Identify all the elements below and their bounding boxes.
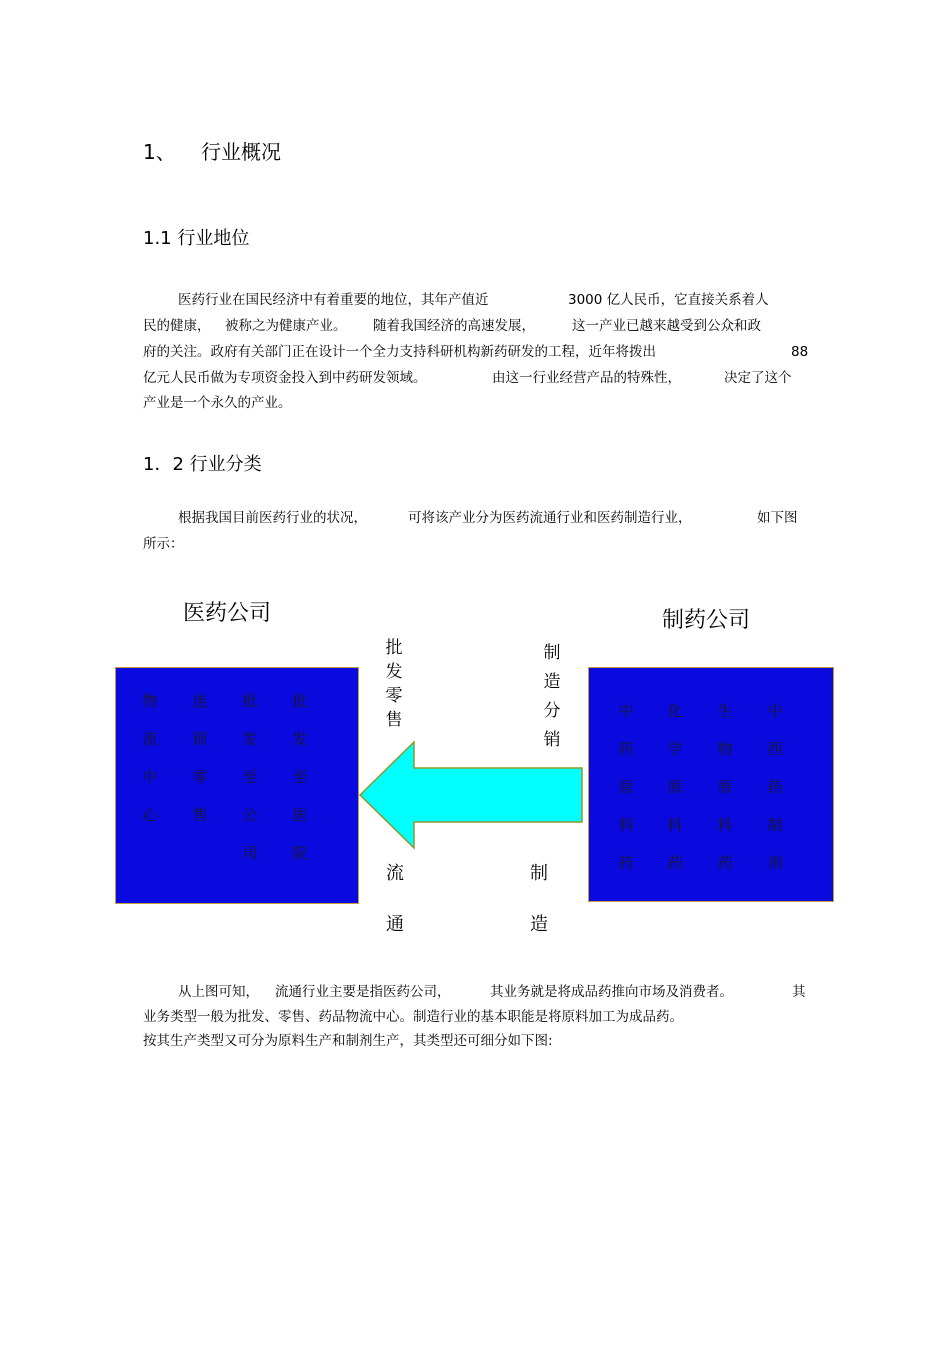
- para1-line2-a: 民的健康，: [143, 318, 211, 334]
- distribution-box: [115, 667, 359, 904]
- para1-line4-c: 决定了这个: [724, 370, 792, 386]
- para1-line4-a: 亿元人民币做为专项资金投入到中药研发领域。: [143, 370, 427, 386]
- right-col-bio-raw: 生物原料药: [717, 702, 733, 872]
- para1-line4-b: 由这一行业经营产品的特殊性，: [492, 370, 681, 386]
- para1-line1-b: 3000 亿人民币，它直接关系着人: [568, 292, 769, 308]
- flow-arrow-icon: [357, 740, 585, 850]
- right-col-preparations: 中西药制剂: [767, 702, 783, 872]
- manufacturing-label: 制造: [530, 863, 548, 935]
- para2-line1-c: 如下图: [757, 510, 798, 526]
- para1-line2-d: 这一产业已越来越受到公众和政: [572, 318, 761, 334]
- right-col-tcm-raw: 中药原料药: [618, 702, 634, 872]
- subsection-title-1-2: 1．2 行业分类: [143, 454, 262, 475]
- para1-line3-a: 府的关注。政府有关部门正在设计一个全力支持科研机构新药研发的工程，近年将拨出: [143, 344, 656, 360]
- para1-line5: 产业是一个永久的产业。: [143, 395, 292, 411]
- left-col-wholesale-hospital: 批发至医院: [292, 692, 308, 862]
- circulation-label: 流通: [386, 863, 404, 935]
- para1-line2-c: 随着我国经济的高速发展，: [373, 318, 535, 334]
- para3-line1-d: 其: [792, 984, 806, 1000]
- para3-line1-c: 其业务就是将成品药推向市场及消费者。: [490, 984, 733, 1000]
- para1-line3-b: 88: [791, 344, 809, 360]
- right-company-title: 制药公司: [662, 608, 751, 633]
- para3-line1-b: 流通行业主要是指医药公司，: [275, 984, 451, 1000]
- section-title: 行业概况: [201, 140, 281, 164]
- para3-line1-a: 从上图可知，: [178, 984, 259, 1000]
- para2-line1-a: 根据我国目前医药行业的状况，: [178, 510, 367, 526]
- section-number: 1、: [143, 140, 176, 164]
- manufacturing-box: [588, 667, 834, 902]
- left-col-wholesale-company: 批发至公司: [242, 692, 258, 862]
- left-col-logistics: 物流中心: [142, 692, 158, 824]
- para3-line3: 按其生产类型又可分为原料生产和制剂生产，其类型还可细分如下图:: [143, 1033, 553, 1049]
- right-col-chemical-raw: 化学原料药: [667, 702, 683, 872]
- wholesale-retail-label: 批发零售: [385, 638, 403, 730]
- left-col-chain-retail: 连锁零售: [192, 692, 208, 824]
- left-company-title: 医药公司: [183, 601, 272, 626]
- subsection-title-1-1: 1.1 行业地位: [143, 228, 250, 249]
- para3-line2: 业务类型一般为批发、零售、药品物流中心。制造行业的基本职能是将原料加工为成品药。: [143, 1009, 683, 1025]
- manufacture-distribution-label: 制造分销: [543, 643, 561, 750]
- para1-line2-b: 被称之为健康产业。: [225, 318, 347, 334]
- para2-line1-b: 可将该产业分为医药流通行业和医药制造行业，: [408, 510, 692, 526]
- para2-line2: 所示：: [143, 536, 184, 552]
- para1-line1-a: 医药行业在国民经济中有着重要的地位，其年产值近: [178, 292, 489, 308]
